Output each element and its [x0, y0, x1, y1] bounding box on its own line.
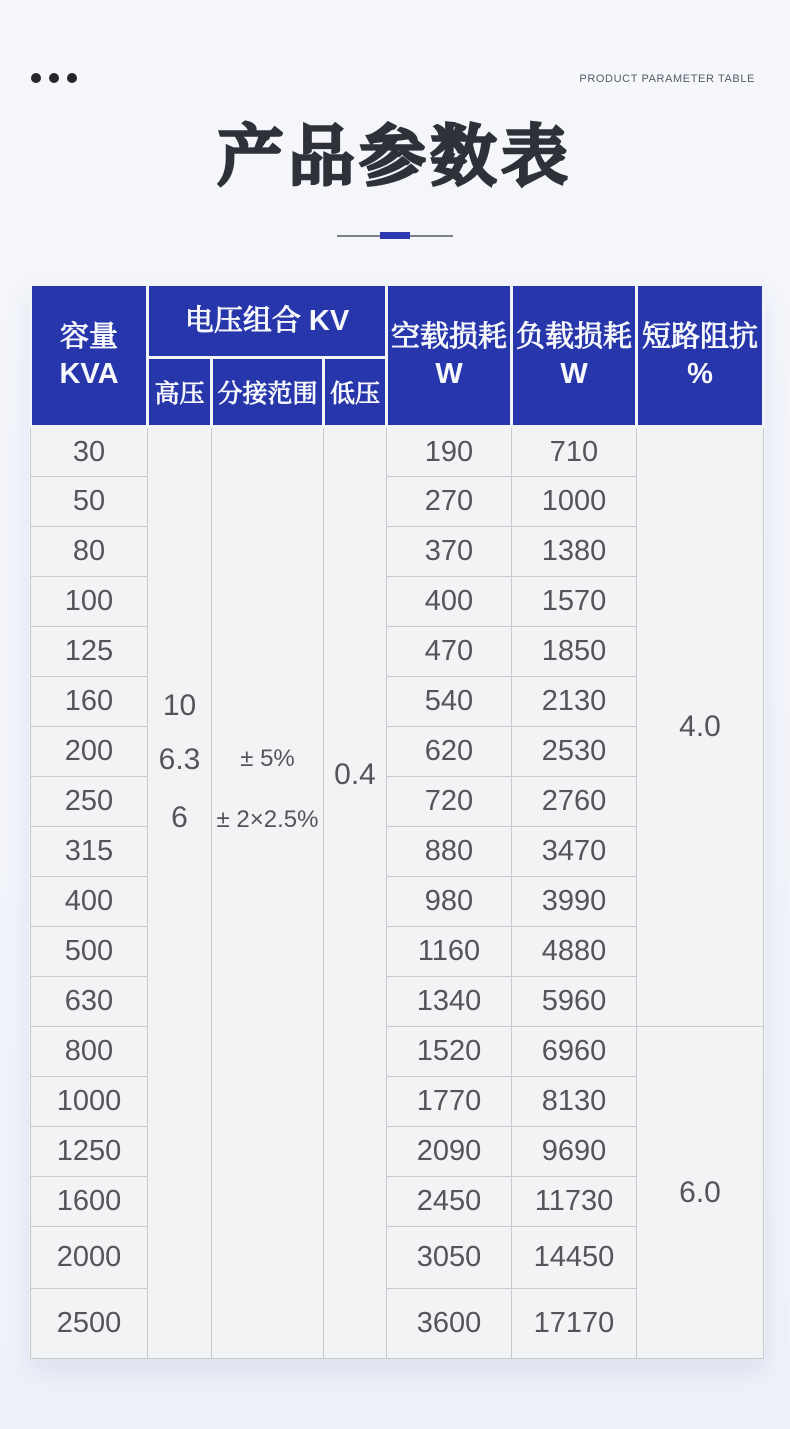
no-load-loss-cell: 1520: [387, 1027, 512, 1077]
capacity-cell: 100: [31, 577, 148, 627]
no-load-loss-cell: 190: [387, 427, 512, 477]
dot-icon: [31, 73, 41, 83]
capacity-cell: 80: [31, 527, 148, 577]
col-header-load-loss-unit: W: [560, 357, 588, 390]
no-load-loss-cell: 880: [387, 827, 512, 877]
no-load-loss-cell: 720: [387, 777, 512, 827]
load-loss-cell: 9690: [512, 1127, 637, 1177]
col-header-impedance: [637, 285, 764, 427]
col-header-capacity: [31, 285, 148, 427]
capacity-cell: 160: [31, 677, 148, 727]
load-loss-cell: 710: [512, 427, 637, 477]
load-loss-cell: 2760: [512, 777, 637, 827]
capacity-cell: 315: [31, 827, 148, 877]
capacity-cell: 1250: [31, 1127, 148, 1177]
col-header-load-loss-label: 负载损耗: [515, 320, 632, 353]
title-divider: [337, 232, 453, 239]
no-load-loss-cell: 3050: [387, 1227, 512, 1289]
load-loss-cell: 1850: [512, 627, 637, 677]
dot-icon: [67, 73, 77, 83]
no-load-loss-cell: 1340: [387, 977, 512, 1027]
impedance-merged-cell-lower: 6.0: [637, 1027, 764, 1359]
tap-range-merged-cell: [212, 427, 324, 1359]
table-row: [31, 1027, 764, 1077]
col-header-no-load-loss: [387, 285, 512, 427]
load-loss-cell: 4880: [512, 927, 637, 977]
high-voltage-values: 10 6.3 6: [158, 689, 201, 834]
col-header-low-voltage: 低压: [324, 358, 387, 427]
no-load-loss-cell: 2090: [387, 1127, 512, 1177]
load-loss-cell: 3470: [512, 827, 637, 877]
no-load-loss-cell: 1770: [387, 1077, 512, 1127]
tap-range-values: ± 5% ± 2×2.5%: [216, 745, 319, 833]
col-header-impedance-label: 短路阻抗: [641, 320, 758, 353]
divider-accent: [380, 232, 410, 239]
capacity-cell: 2000: [31, 1227, 148, 1289]
no-load-loss-cell: 1160: [387, 927, 512, 977]
table-row: [31, 427, 764, 477]
capacity-cell: 50: [31, 477, 148, 527]
load-loss-cell: 6960: [512, 1027, 637, 1077]
col-header-no-load-loss-unit: W: [435, 357, 463, 390]
impedance-merged-cell-upper: 4.0: [637, 427, 764, 1027]
load-loss-cell: 14450: [512, 1227, 637, 1289]
no-load-loss-cell: 370: [387, 527, 512, 577]
page-title: 产品参数表: [217, 119, 573, 193]
col-header-no-load-loss-label: 空载损耗: [390, 320, 507, 353]
parameter-table: [29, 283, 765, 1359]
capacity-cell: 125: [31, 627, 148, 677]
no-load-loss-cell: 3600: [387, 1289, 512, 1359]
load-loss-cell: 1000: [512, 477, 637, 527]
high-voltage-merged-cell: [148, 427, 212, 1359]
no-load-loss-cell: 400: [387, 577, 512, 627]
capacity-cell: 250: [31, 777, 148, 827]
low-voltage-value: 0.4: [334, 758, 376, 791]
no-load-loss-cell: 540: [387, 677, 512, 727]
load-loss-cell: 17170: [512, 1289, 637, 1359]
load-loss-cell: 1380: [512, 527, 637, 577]
capacity-cell: 1600: [31, 1177, 148, 1227]
eyebrow-text: PRODUCT PARAMETER TABLE: [579, 73, 755, 85]
capacity-cell: 800: [31, 1027, 148, 1077]
col-header-voltage-group: 电压组合 KV: [148, 285, 387, 358]
load-loss-cell: 1570: [512, 577, 637, 627]
menu-dots-icon: [31, 73, 77, 83]
col-header-capacity-label: 容量: [59, 320, 118, 353]
capacity-cell: 200: [31, 727, 148, 777]
load-loss-cell: 2530: [512, 727, 637, 777]
capacity-cell: 2500: [31, 1289, 148, 1359]
capacity-cell: 1000: [31, 1077, 148, 1127]
col-header-load-loss: [512, 285, 637, 427]
capacity-cell: 30: [31, 427, 148, 477]
dot-icon: [49, 73, 59, 83]
no-load-loss-cell: 2450: [387, 1177, 512, 1227]
no-load-loss-cell: 470: [387, 627, 512, 677]
col-header-impedance-unit: %: [687, 357, 713, 390]
no-load-loss-cell: 620: [387, 727, 512, 777]
col-header-capacity-unit: KVA: [59, 357, 119, 390]
load-loss-cell: 5960: [512, 977, 637, 1027]
load-loss-cell: 3990: [512, 877, 637, 927]
load-loss-cell: 2130: [512, 677, 637, 727]
capacity-cell: 630: [31, 977, 148, 1027]
capacity-cell: 400: [31, 877, 148, 927]
no-load-loss-cell: 980: [387, 877, 512, 927]
no-load-loss-cell: 270: [387, 477, 512, 527]
col-header-high-voltage: 高压: [148, 358, 212, 427]
capacity-cell: 500: [31, 927, 148, 977]
load-loss-cell: 11730: [512, 1177, 637, 1227]
low-voltage-merged-cell: [324, 427, 387, 1359]
col-header-tap-range: 分接范围: [212, 358, 324, 427]
load-loss-cell: 8130: [512, 1077, 637, 1127]
